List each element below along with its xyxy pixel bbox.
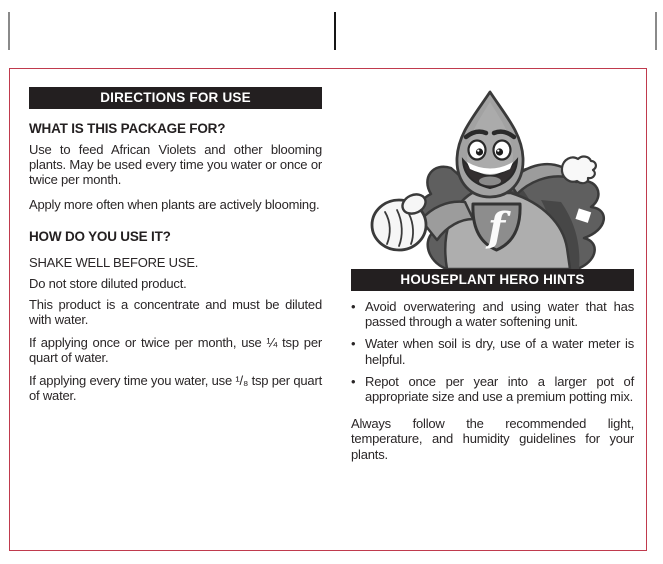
section-heading-package-for: WHAT IS THIS PACKAGE FOR? [29,121,226,136]
droplet-head [457,92,523,197]
crop-mark-right [655,12,657,50]
hint-text: Avoid overwatering and using water that has passed through a water softening unit. [365,299,634,330]
crop-mark-left [8,12,10,50]
hints-column [351,72,634,462]
list-item [351,299,634,329]
paragraph: If applying every time you water, use ¹/₈ tsp per quart of water. [29,373,322,404]
paragraph: SHAKE WELL BEFORE USE. [29,254,199,270]
hints-list [351,299,634,404]
list-item [351,336,634,366]
bullet-icon: • [351,299,356,314]
hint-text: Water when soil is dry, use of a water meter is helpful. [365,336,634,367]
section-heading-how-to-use: HOW DO YOU USE IT? [29,228,171,244]
paragraph: Use to feed African Violets and other blooming plants. May be used every time you water or once or twice per month. [29,142,322,188]
paragraph: If applying once or twice per month, use ¼ tsp per quart of water. [29,334,322,365]
directions-column [29,87,322,403]
guidelines-note: Always follow the recommended light, temperature, and humidity guidelines for your plants. [351,416,634,462]
label-panel [9,68,647,551]
emblem-letter: f [487,204,506,251]
paragraph: Apply more often when plants are actively blooming. [29,196,320,212]
bullet-icon: • [351,336,356,352]
crop-mark-center [334,12,336,50]
directions-header-bar: DIRECTIONS FOR USE [29,87,322,109]
hint-text: Repot once per year into a larger pot of appropriate size and use a premium potting mix. [365,373,634,405]
list-item [351,374,634,404]
hints-header-bar: HOUSEPLANT HERO HINTS [351,269,634,291]
right-glove [562,157,596,184]
paragraph: This product is a concentrate and must be diluted with water. [29,297,322,328]
paragraph: Do not store diluted product. [29,276,187,292]
houseplant-hero-mascot-illustration [351,72,634,269]
bullet-icon: • [351,373,356,389]
